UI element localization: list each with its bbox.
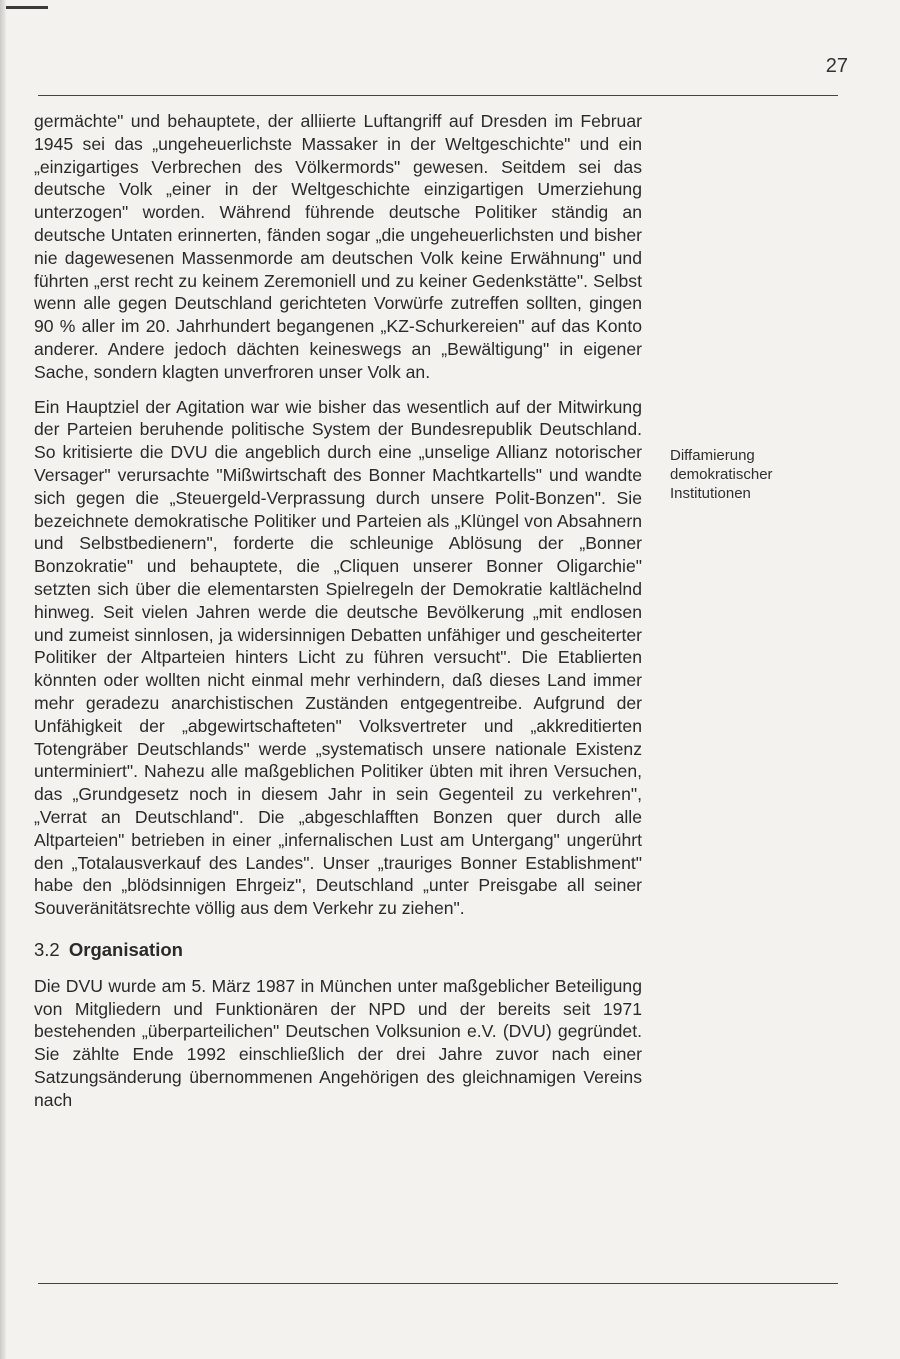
paragraph-2: Ein Hauptziel der Agitation war wie bisher das wesentlich auf der Mitwirkung der Parteien beruhende politische System der Bundesrepublik Deutschland. So kritisierte die DVU die angeblich durch eine „unselige Allianz notorischer Versager" verursachte "Mißwirtschaft des Bonner Machtkartells" und wandte sich gegen die „Steuergeld-Verprassung durch unsere Polit-Bonzen". Sie bezeichnete demokratische Politiker und Parteien als „Klüngel von Absahnern und Selbstbedienern", forderte die schleunige Ablösung der „Bonner Bonzokratie" und behauptete, die „Cliquen unserer Bonner Oligarchie" setzten sich über die elementarsten Spielregeln der Demokratie kaltlächelnd hinweg. Seit vielen Jahren werde die deutsche Bevölkerung „mit endlosen und zumeist sinnlosen, ja widersinnigen Debatten unfähiger und gescheiterter Politiker der Altparteien hinters Licht zu führen versucht". Die Etablierten könnten oder wollten nicht einmal mehr verhindern, daß dieses Land immer mehr geradezu anarchistischen Zuständen entgegentreibe. Aufgrund der Unfähigkeit der „abgewirtschafteten" Volksvertreter und „akkreditierten Totengräber Deutschlands" werde „systematisch unsere nationale Existenz unterminiert". Nahezu alle maßgeblichen Politiker übten mit ihren Versuchen, das „Grundgesetz noch in diesem Jahr in sein Gegenteil zu verkehren", „Verrat an Deutschland". Die „abgeschlafften Bonzen quer durch alle Altparteien" betrieben in einer „infernalischen Lust am Untergang" ungerührt den „Totalausverkauf des Landes". Unser „trauriges Bonner Establishment" habe den „blödsinnigen Ehrgeiz", Deutschland „unter Preisgabe all seiner Souveränitätsrechte völlig aus dem Verkehr zu ziehen". [34, 396, 642, 919]
corner-mark [6, 6, 48, 9]
margin-note-line: demokratischer [670, 466, 773, 483]
paragraph-1: germächte" und behauptete, der alliierte Luftangriff auf Dresden im Februar 1945 sei das „ungeheuerlichste Massaker in der Weltgeschichte" und ein „einzigartiges Verbrechen des Völkermords" gewesen. Seitdem sei das deutsche Volk „einer in der Weltgeschichte einzigartigen Umerziehung unterzogen" worden. Während führende deutsche Politiker ständig an deutsche Untaten erinnerten, fänden sogar „die ungeheuerlichsten und bisher nie dagewesenen Massenmorde am deutschen Volk keine Erwähnung" und führten „erst recht zu keinem Zeremoniell und zu keiner Gedenkstätte". Selbst wenn alle gegen Deutschland gerichteten Vorwürfe zutreffen sollten, gingen 90 % aller im 20. Jahrhundert begangenen „KZ-Schurkereien" auf das Konto anderer. Andere jedoch dächten keineswegs an „Bewältigung" in eigener Sache, sondern klagten unverfroren unser Volk an. [34, 111, 642, 382]
bottom-rule [38, 1283, 838, 1284]
section-number: 3.2 [34, 938, 60, 960]
section-title: Organisation [68, 938, 183, 960]
margin-note [670, 446, 840, 503]
section-heading [34, 938, 642, 961]
page-number: 27 [825, 55, 848, 77]
top-rule [38, 95, 838, 96]
margin-note-line: Institutionen [670, 485, 751, 502]
paragraph-3: Die DVU wurde am 5. März 1987 in München unter maßgeblicher Beteiligung von Mitgliedern und Funktionären der NPD und der bereits seit 1971 bestehenden „überparteilichen" Deutschen Volksunion e.V. (DVU) gegründet. Sie zählte Ende 1992 einschließlich der drei Jahre zuvor nach einer Satzungsänderung übernommenen Angehörigen des gleichnamigen Vereins nach [34, 975, 642, 1110]
page-edge-shadow [0, 0, 6, 1359]
margin-note-line: Diffamierung [670, 447, 755, 464]
main-text-column [34, 110, 642, 1124]
